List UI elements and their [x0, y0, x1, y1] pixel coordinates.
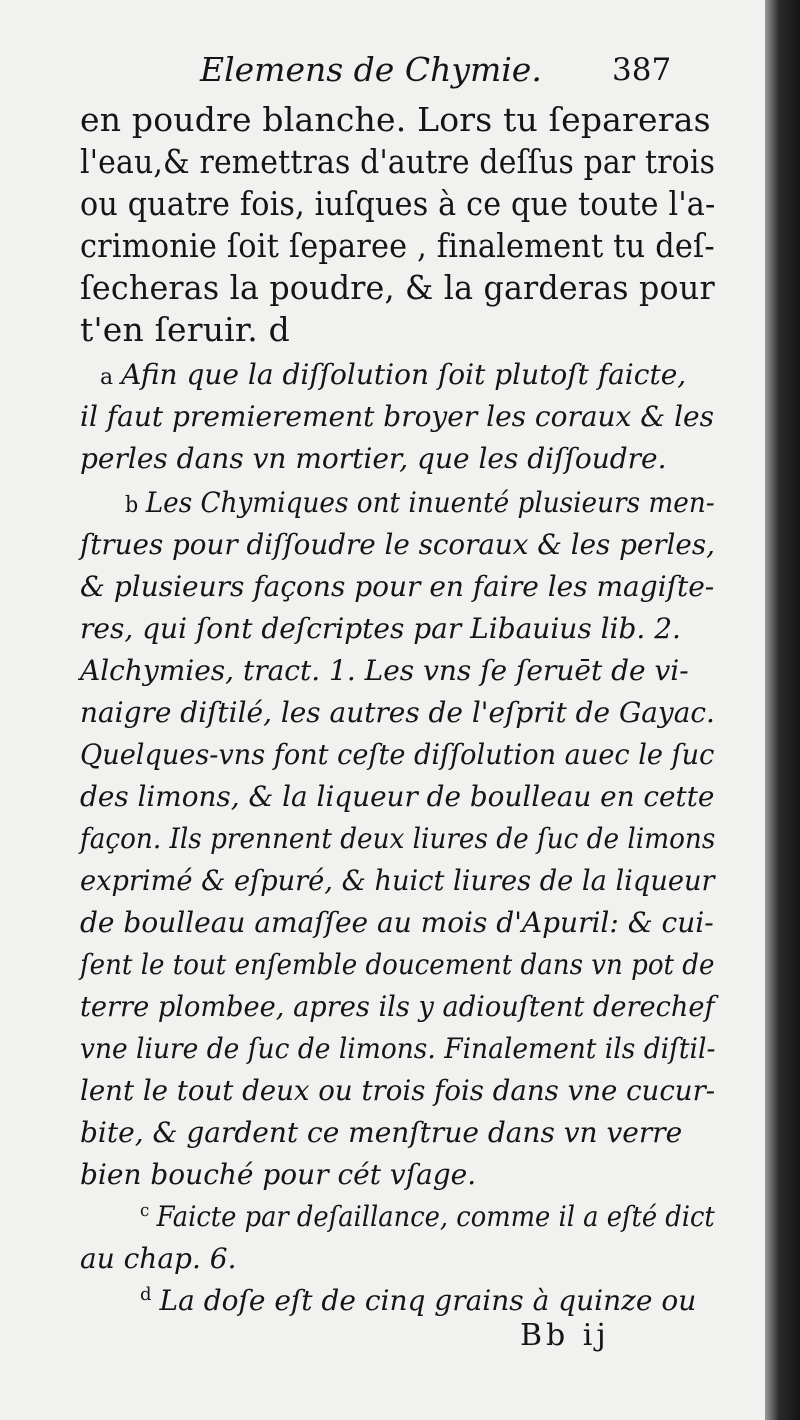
body-line: l'eau,& remettras d'autre deſſus par trois [80, 142, 716, 181]
page-number: 387 [612, 52, 672, 88]
note-b-line: res, qui ſont deſcriptes par Libauius lib. 2. [80, 612, 681, 645]
body-line: t'en ſeruir. d [80, 310, 290, 349]
note-b-line: façon. Ils prennent deux liures de ſuc de limons [80, 822, 716, 855]
note-b-line: bien bouché pour cét vſage. [80, 1158, 477, 1191]
note-text: La doſe eſt de cinq grains à quinze ou [159, 1284, 697, 1317]
note-text: Afin que la diſſolution ſoit plutoſt faicte, [121, 358, 687, 391]
body-line: crimonie ſoit ſeparee , finalement tu deſ- [80, 226, 715, 265]
note-marker: d [140, 1284, 152, 1305]
note-b-line: lent le tout deux ou trois fois dans vne cucur- [80, 1074, 716, 1107]
note-c-line [140, 1200, 715, 1233]
page-edge-shadow [765, 0, 800, 1420]
note-b-line: des limons, & la liqueur de boulleau en cette [80, 780, 715, 813]
note-b-line: de boulleau amaſſee au mois d'Apuril: & cui- [80, 906, 714, 939]
note-b-line: bite, & gardent ce menſtrue dans vn verre [80, 1116, 683, 1149]
note-b-line: naigre diſtilé, les autres de l'eſprit de Gayac. [80, 696, 715, 729]
signature-mark: Bb ij [520, 1318, 610, 1353]
note-marker: a [100, 365, 114, 390]
note-text: Les Chymiques ont inuenté plusieurs men- [145, 486, 715, 519]
note-b-line: exprimé & eſpuré, & huict liures de la liqueur [80, 864, 715, 897]
body-line: ou quatre fois, iuſques à ce que toute l'a- [80, 184, 716, 223]
running-head: Elemens de Chymie. [200, 50, 542, 89]
note-b-line: vne liure de ſuc de limons. Finalement ils diſtil- [80, 1032, 716, 1065]
note-b-line: Alchymies, tract. 1. Les vns ſe ſeruēt de vi- [80, 654, 689, 687]
note-a-line: il faut premierement broyer les coraux & les [80, 400, 714, 433]
note-b-line: ſent le tout enſemble doucement dans vn pot de [80, 948, 715, 981]
note-b-line: Quelques-vns font ceſte diſſolution auec le ſuc [80, 738, 715, 771]
note-d-line [140, 1284, 696, 1317]
note-b-line: ſtrues pour diſſoudre le scoraux & les perles, [80, 528, 715, 561]
note-b-line: terre plombee, apres ils y adiouſtent derechef [80, 990, 715, 1023]
note-b-line [125, 486, 715, 519]
note-text: Faicte par deſaillance, comme il a eſté dict [156, 1200, 715, 1233]
body-line: en poudre blanche. Lors tu ſepareras [80, 100, 711, 139]
note-a-line [100, 358, 686, 391]
note-marker: b [125, 493, 139, 518]
note-b-line: & plusieurs façons pour en faire les magiſte- [80, 570, 715, 603]
note-c-line: au chap. 6. [80, 1242, 237, 1275]
note-a-line: perles dans vn mortier, que les diſſoudre. [80, 442, 667, 475]
note-marker: c [140, 1200, 150, 1221]
body-line: ſecheras la poudre, & la garderas pour [80, 268, 715, 307]
